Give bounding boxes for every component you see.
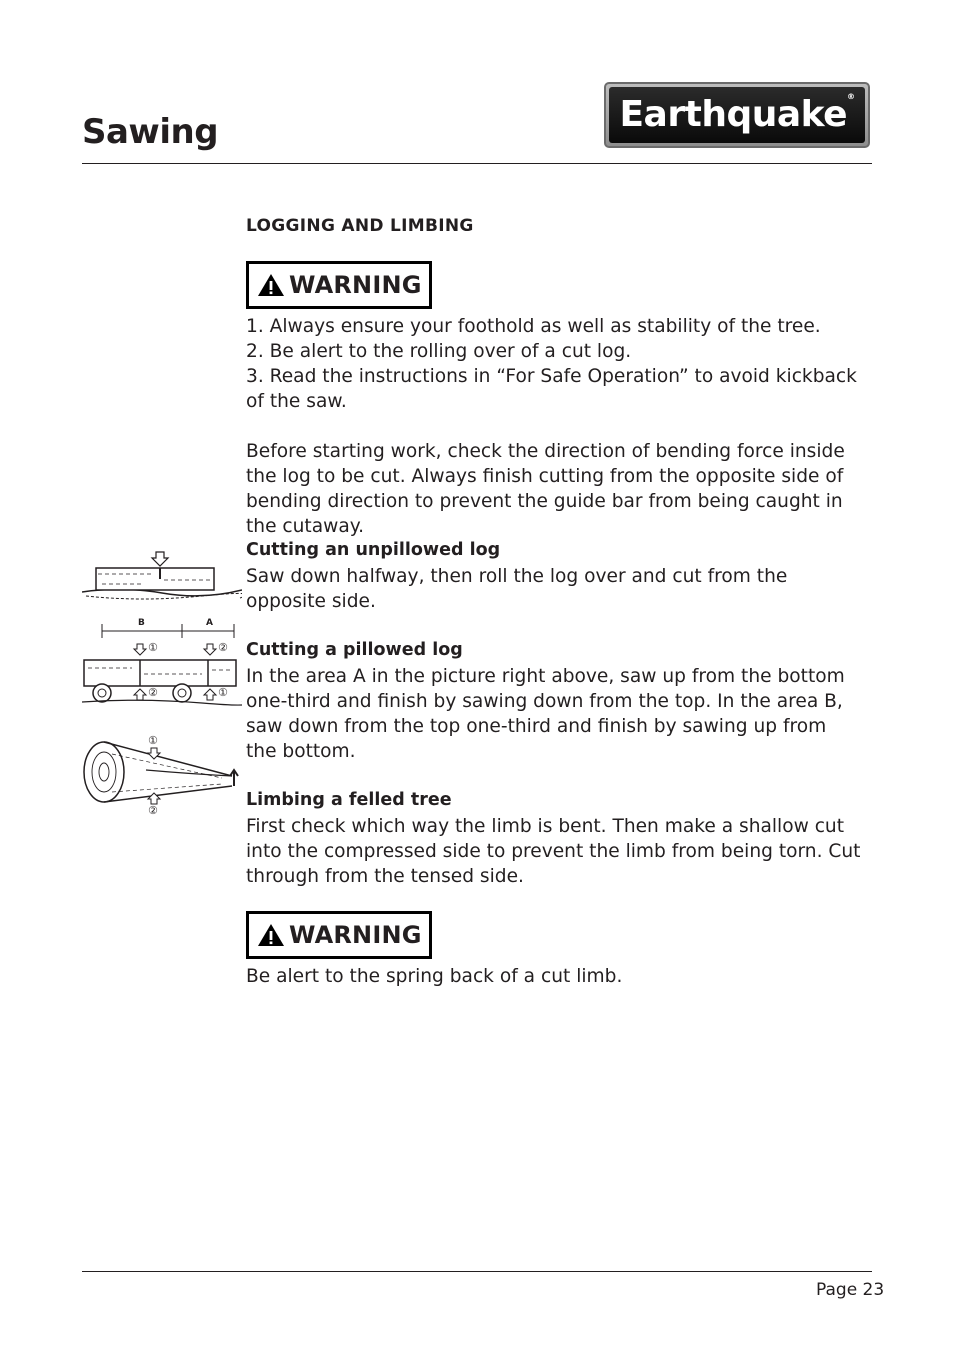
header-divider (82, 163, 872, 164)
limb-step-1-mark: ① (148, 734, 158, 747)
warning-2-paragraph (246, 964, 872, 989)
step-2-mark: ② (148, 686, 158, 699)
warning-list (246, 314, 872, 414)
limb-step-2-mark: ② (148, 804, 158, 817)
brand-logo-plate (609, 87, 865, 143)
intro-text: Before starting work, check the direction of bending force inside the log to be cut. Always finish cutting from the opposite side of bending direction to prevent the guide bar from being caught in the cutaway. (246, 441, 845, 537)
warning-2-text: Be alert to the spring back of a cut limb. (246, 966, 623, 987)
unpillowed-text: Saw down halfway, then roll the log over and cut from the opposite side. (246, 566, 788, 612)
area-a-label: A (206, 618, 213, 628)
pillowed-text: In the area A in the picture right above, saw up from the bottom one-third and finish by sawing down from the top. In the area B, saw down from the top one-third and finish by sawing up from the bottom. (246, 666, 845, 762)
brand-logo (604, 82, 870, 148)
pillowed-log-illustration (82, 614, 242, 710)
unpillowed-heading: Cutting an unpillowed log (246, 540, 501, 560)
warning-label: WARNING (289, 921, 422, 949)
warning-item: 1. Always ensure your foothold as well as stability of the tree. (246, 316, 821, 337)
page-number: Page 23 (816, 1280, 885, 1300)
limbing-heading: Limbing a felled tree (246, 790, 452, 810)
footer-divider (82, 1271, 872, 1272)
registered-mark: ® (847, 92, 855, 101)
limbing-illustration (82, 734, 246, 820)
page-title: Sawing (82, 112, 219, 152)
pillowed-paragraph (246, 664, 846, 764)
unpillowed-paragraph (246, 564, 806, 614)
step-2-mark: ② (218, 641, 228, 654)
unpillowed-log-illustration (82, 546, 242, 606)
step-1-mark: ① (148, 641, 158, 654)
warning-box-1 (246, 261, 432, 309)
warning-triangle-icon (257, 923, 285, 947)
limbing-drawing (82, 734, 246, 820)
limbing-paragraph (246, 814, 876, 889)
intro-paragraph (246, 439, 872, 539)
warning-item: 2. Be alert to the rolling over of a cut log. (246, 341, 632, 362)
pillowed-heading: Cutting a pillowed log (246, 640, 463, 660)
brand-logo-text: Earthquake (619, 94, 848, 135)
warning-item: 3. Read the instructions in “For Safe Operation” to avoid kickback of the saw. (246, 366, 857, 412)
warning-label: WARNING (289, 271, 422, 299)
limbing-text: First check which way the limb is bent. Then make a shallow cut into the compressed side to prevent the limb from being torn. Cut through from the tensed side. (246, 816, 861, 887)
section-heading: LOGGING AND LIMBING (246, 216, 474, 236)
area-b-label: B (138, 618, 145, 628)
warning-box-2 (246, 911, 432, 959)
step-1-mark: ① (218, 686, 228, 699)
warning-triangle-icon (257, 273, 285, 297)
